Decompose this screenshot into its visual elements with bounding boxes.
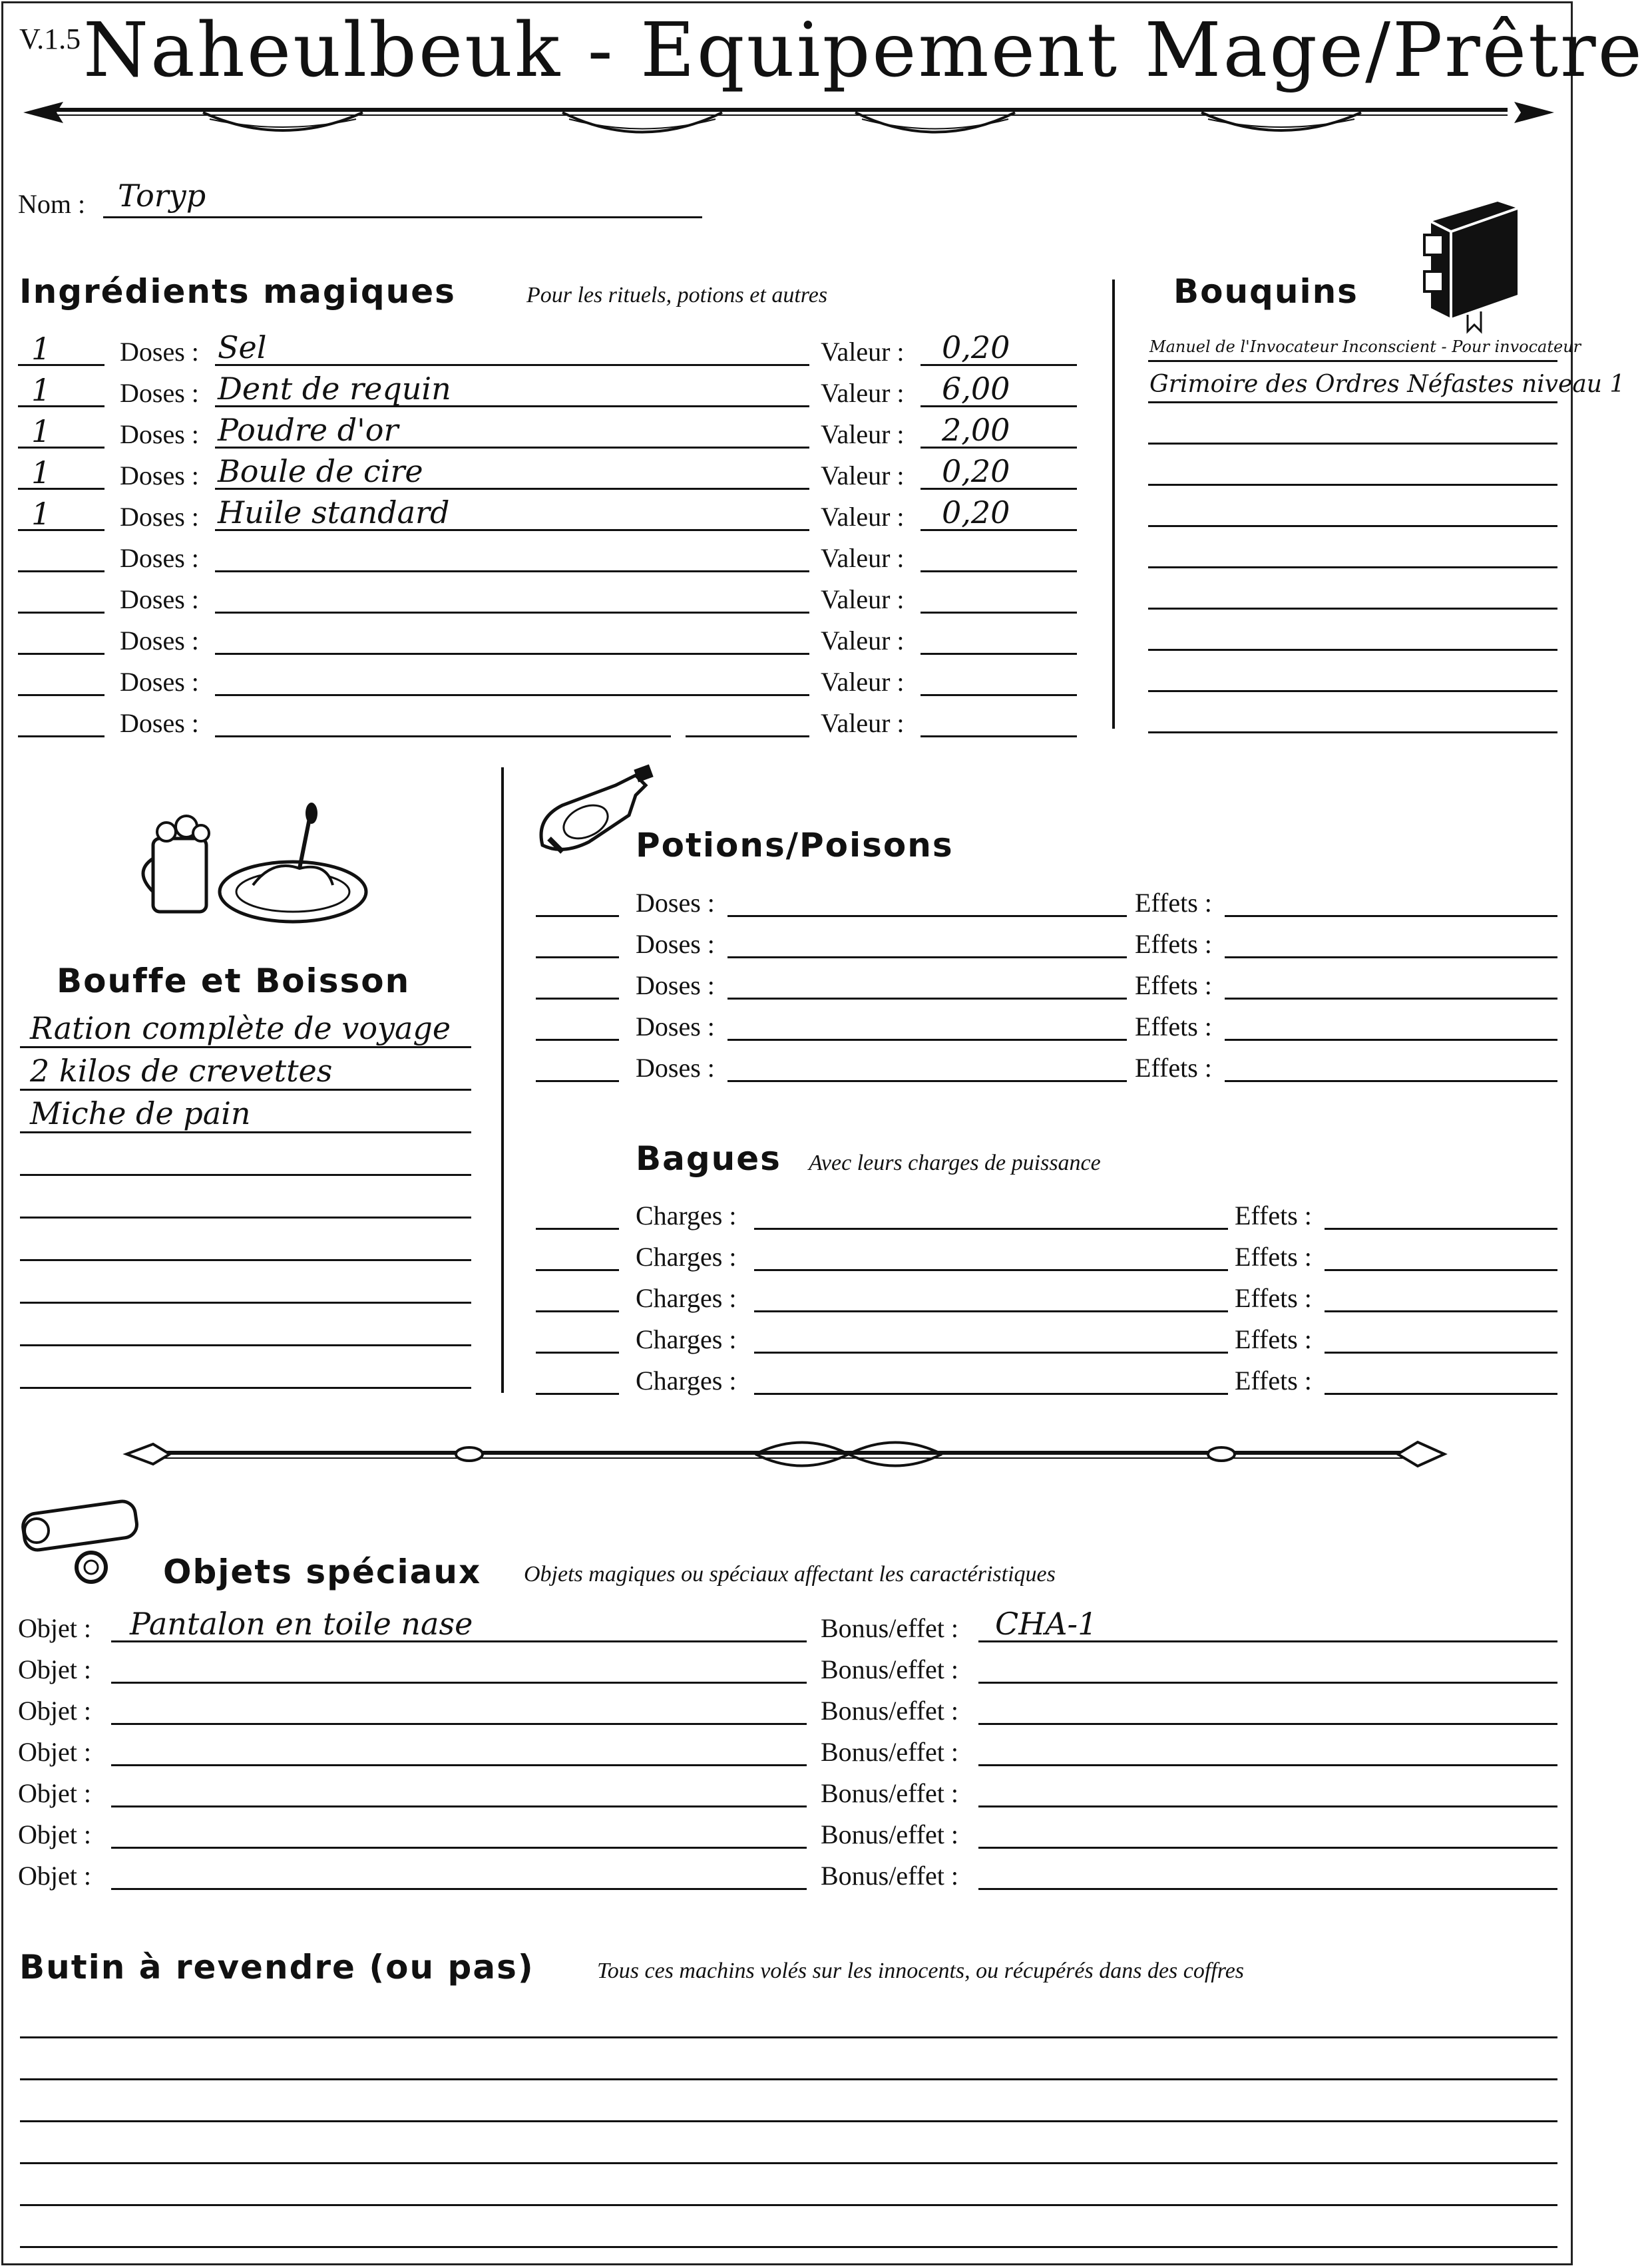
bouffe-field[interactable] [20,1387,471,1389]
ingredient-value-field[interactable] [921,612,1077,614]
potion-effets-label: Effets : [1135,1053,1212,1083]
ingredient-qty-field[interactable] [18,612,104,614]
objet-label: Objet : [18,1696,91,1726]
doses-label: Doses : [120,419,199,449]
butin-field[interactable] [20,2204,1557,2206]
scroll-ring-icon [17,1494,156,1594]
bonus-label: Bonus/effet : [821,1654,959,1684]
valeur-label: Valeur : [821,461,905,490]
objet-value: Pantalon en toile nase [130,1606,473,1642]
ring-effect-field[interactable] [1325,1310,1557,1312]
ring-effets-label: Effets : [1235,1242,1312,1272]
potion-effect-field[interactable] [1225,956,1557,958]
spear-divider-top [17,89,1561,148]
staff-divider [123,1427,1448,1481]
bouquin-title: Manuel de l'Invocateur Inconscient - Pour invocateur [1149,337,1581,356]
ingredient-extra-field[interactable] [686,735,809,737]
bonus-label: Bonus/effet : [821,1819,959,1849]
potion-name-field[interactable] [727,1080,1127,1082]
bonus-field[interactable] [978,1764,1557,1766]
bouquins-title: Bouquins [1173,272,1358,311]
potion-doses-label: Doses : [636,970,715,1000]
butin-field[interactable] [20,2162,1557,2164]
doses-label: Doses : [120,337,199,367]
potion-qty-field[interactable] [536,1080,619,1082]
objet-field[interactable] [111,1764,807,1766]
potion-name-field[interactable] [727,915,1127,917]
valeur-label: Valeur : [821,543,905,573]
ring-name-field[interactable] [754,1310,1228,1312]
ingredient-name: Huile standard [218,494,450,530]
ingredient-value-field[interactable] [921,735,1077,737]
ingredient-name-field[interactable] [215,364,809,366]
bouffe-field[interactable] [20,1217,471,1219]
objet-field[interactable] [111,1682,807,1684]
ingredient-name: Boule de cire [218,453,423,489]
objet-label: Objet : [18,1861,91,1891]
ring-name-field[interactable] [754,1228,1228,1230]
ingredient-name-field[interactable] [215,570,809,572]
bouffe-item: Miche de pain [30,1095,251,1131]
bouquin-field[interactable] [1148,731,1557,733]
ring-effect-field[interactable] [1325,1269,1557,1271]
ring-charges-label: Charges : [636,1283,737,1313]
bouffe-field[interactable] [20,1259,471,1261]
bouquin-field[interactable] [1148,443,1557,445]
butin-field[interactable] [20,2246,1557,2248]
potion-effect-field[interactable] [1225,998,1557,1000]
ring-name-field[interactable] [754,1352,1228,1354]
bouquin-field[interactable] [1148,360,1557,362]
name-value: Toryp [118,178,206,214]
ring-charges-qty-field[interactable] [536,1393,619,1395]
ingredient-qty-field[interactable] [18,694,104,696]
objet-field[interactable] [111,1888,807,1890]
ingredient-qty: 1 [31,455,51,490]
ingredient-qty: 1 [31,372,51,408]
ingredient-qty-field[interactable] [18,653,104,655]
objet-label: Objet : [18,1778,91,1808]
ring-charges-label: Charges : [636,1366,737,1396]
potion-effets-label: Effets : [1135,1012,1212,1041]
page-title: Naheulbeuk - Equipement Mage/Prêtre [83,7,1644,94]
doses-label: Doses : [120,584,199,614]
ingredient-qty-field[interactable] [18,570,104,572]
valeur-label: Valeur : [821,378,905,408]
potions-title: Potions/Poisons [636,826,954,864]
bouffe-field[interactable] [20,1089,471,1091]
bonus-value: CHA-1 [995,1606,1098,1642]
doses-label: Doses : [120,461,199,490]
column-divider [1112,280,1115,729]
ring-effect-field[interactable] [1325,1228,1557,1230]
ingredient-name: Sel [218,329,267,365]
butin-field[interactable] [20,2036,1557,2038]
ingredient-name-field[interactable] [215,612,809,614]
ring-name-field[interactable] [754,1269,1228,1271]
potion-effect-field[interactable] [1225,915,1557,917]
potion-qty-field[interactable] [536,998,619,1000]
ring-charges-qty-field[interactable] [536,1269,619,1271]
version-label: V.1.5 [19,23,81,55]
valeur-label: Valeur : [821,626,905,656]
ingredient-qty: 1 [31,331,51,367]
ingredient-value: 0,20 [942,329,1010,365]
ring-charges-label: Charges : [636,1201,737,1230]
potion-doses-label: Doses : [636,1053,715,1083]
ring-effect-field[interactable] [1325,1393,1557,1395]
bonus-label: Bonus/effet : [821,1737,959,1767]
ingredient-value: 2,00 [942,412,1010,448]
valeur-label: Valeur : [821,667,905,697]
ingredient-value-field[interactable] [921,653,1077,655]
potion-qty-field[interactable] [536,956,619,958]
objets-subtitle: Objets magiques ou spéciaux affectant les caractéristiques [524,1562,1056,1587]
column-divider-middle [501,767,504,1393]
ring-effets-label: Effets : [1235,1366,1312,1396]
potion-effets-label: Effets : [1135,929,1212,959]
potion-name-field[interactable] [727,1039,1127,1041]
valeur-label: Valeur : [821,502,905,532]
ring-charges-qty-field[interactable] [536,1310,619,1312]
bouffe-field[interactable] [20,1174,471,1176]
ring-effets-label: Effets : [1235,1201,1312,1230]
bouffe-title: Bouffe et Boisson [57,962,411,1000]
potion-qty-field[interactable] [536,1039,619,1041]
ingredient-name-field[interactable] [215,735,671,737]
bouffe-item: Ration complète de voyage [30,1010,451,1046]
bonus-label: Bonus/effet : [821,1778,959,1808]
name-label: Nom : [18,189,86,219]
objet-label: Objet : [18,1819,91,1849]
bouffe-item: 2 kilos de crevettes [30,1053,333,1089]
bouquin-field[interactable] [1148,484,1557,486]
potion-effect-field[interactable] [1225,1039,1557,1041]
ingredients-title: Ingrédients magiques [19,272,456,311]
ring-charges-qty-field[interactable] [536,1352,619,1354]
potion-effect-field[interactable] [1225,1080,1557,1082]
ingredient-name: Poudre d'or [218,412,399,448]
doses-label: Doses : [120,502,199,532]
ingredients-subtitle: Pour les rituels, potions et autres [526,283,828,307]
butin-title: Butin à revendre (ou pas) [19,1948,534,1986]
ingredient-qty-field[interactable] [18,735,104,737]
bouquin-field[interactable] [1148,608,1557,610]
ring-effets-label: Effets : [1235,1283,1312,1313]
valeur-label: Valeur : [821,708,905,738]
bonus-label: Bonus/effet : [821,1861,959,1891]
bouffe-field[interactable] [20,1046,471,1048]
ring-charges-qty-field[interactable] [536,1228,619,1230]
bouquin-field[interactable] [1148,690,1557,692]
potion-effets-label: Effets : [1135,888,1212,918]
bouquin-field[interactable] [1148,649,1557,651]
potion-doses-label: Doses : [636,1012,715,1041]
potion-qty-field[interactable] [536,915,619,917]
bonus-field[interactable] [978,1847,1557,1849]
ingredient-name: Dent de requin [218,371,451,407]
valeur-label: Valeur : [821,419,905,449]
bouquin-field[interactable] [1148,401,1557,403]
ingredient-qty: 1 [31,496,51,532]
ring-charges-label: Charges : [636,1324,737,1354]
name-field[interactable] [103,216,702,218]
doses-label: Doses : [120,667,199,697]
book-icon [1418,195,1531,335]
doses-label: Doses : [120,708,199,738]
bouquin-field[interactable] [1148,525,1557,527]
valeur-label: Valeur : [821,337,905,367]
ingredient-qty: 1 [31,413,51,449]
ingredient-value: 0,20 [942,494,1010,530]
potion-name-field[interactable] [727,956,1127,958]
bonus-field[interactable] [978,1682,1557,1684]
ring-effets-label: Effets : [1235,1324,1312,1354]
bouffe-field[interactable] [20,1131,471,1133]
objet-field[interactable] [111,1723,807,1725]
bouffe-field[interactable] [20,1302,471,1304]
bouquin-field[interactable] [1148,566,1557,568]
doses-label: Doses : [120,543,199,573]
ingredient-value-field[interactable] [921,694,1077,696]
bonus-field[interactable] [978,1888,1557,1890]
valeur-label: Valeur : [821,584,905,614]
character-sheet [1,1,1644,2265]
ingredient-value: 0,20 [942,453,1010,489]
bonus-label: Bonus/effet : [821,1696,959,1726]
objets-title: Objets spéciaux [163,1553,482,1591]
butin-field[interactable] [20,2078,1557,2080]
ingredient-value-field[interactable] [921,570,1077,572]
objet-field[interactable] [111,1847,807,1849]
ingredient-name-field[interactable] [215,653,809,655]
bonus-field[interactable] [978,1805,1557,1807]
bonus-label: Bonus/effet : [821,1613,959,1643]
objet-label: Objet : [18,1613,91,1643]
ring-name-field[interactable] [754,1393,1228,1395]
bonus-field[interactable] [978,1723,1557,1725]
doses-label: Doses : [120,378,199,408]
bagues-subtitle: Avec leurs charges de puissance [809,1151,1101,1175]
butin-field[interactable] [20,2120,1557,2122]
objet-label: Objet : [18,1654,91,1684]
ingredient-value: 6,00 [942,371,1010,407]
objet-label: Objet : [18,1737,91,1767]
potion-name-field[interactable] [727,998,1127,1000]
doses-label: Doses : [120,626,199,656]
potion-effets-label: Effets : [1135,970,1212,1000]
potion-doses-label: Doses : [636,929,715,959]
food-icon [140,792,373,932]
objet-field[interactable] [111,1805,807,1807]
bouquin-title: Grimoire des Ordres Néfastes niveau 1 [1149,371,1625,398]
ring-charges-label: Charges : [636,1242,737,1272]
bagues-title: Bagues [636,1139,781,1178]
potion-doses-label: Doses : [636,888,715,918]
bouffe-field[interactable] [20,1344,471,1346]
ingredient-name-field[interactable] [215,694,809,696]
ring-effect-field[interactable] [1325,1352,1557,1354]
butin-subtitle: Tous ces machins volés sur les innocents, ou récupérés dans des coffres [597,1959,1245,1983]
